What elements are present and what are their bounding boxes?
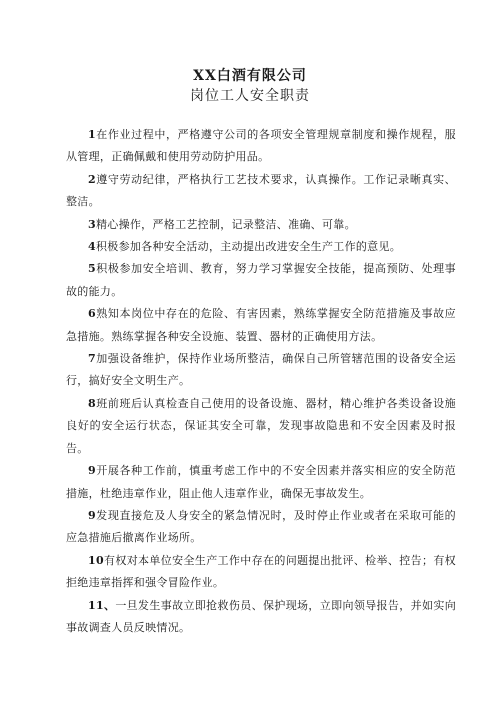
- list-item: [66, 348, 456, 393]
- company-name: XX白酒有限公司: [193, 68, 307, 84]
- item-number: 9: [88, 464, 96, 478]
- item-number: 3: [88, 217, 96, 231]
- item-number: 4: [88, 240, 96, 254]
- item-number: 10: [88, 553, 104, 567]
- item-number: 2: [88, 172, 96, 186]
- list-item: [66, 460, 456, 505]
- item-text: 班前班后认真检查自己使用的设备设施、器材，精心维护各类设备设施良好的安全运行状态，保证其安全可靠，发现事故隐患和不安全因素及时报告。: [66, 396, 456, 455]
- item-text: 发现直接危及人身安全的紧急情况时，及时停止作业或者在采取可能的应急措施后撤离作业场所。: [66, 508, 456, 545]
- title-block: [0, 66, 500, 106]
- item-number: 8: [88, 396, 96, 410]
- item-text: 积极参加各种安全活动，主动提出改进安全生产工作的意见。: [95, 240, 402, 254]
- item-number: 1: [88, 128, 96, 141]
- item-text: 开展各种工作前，慎重考虑工作中的不安全因素并落实相应的安全防范措施，杜绝违章作业，阻止他人违章作业，确保无事故发生。: [66, 464, 456, 500]
- item-number: 5: [88, 262, 96, 276]
- list-item: [66, 505, 456, 550]
- item-text: 精心操作，严格工艺控制，记录整洁、准确、可靠。: [95, 217, 356, 231]
- item-number: 11、: [88, 598, 116, 612]
- item-text: 有权对本单位安全生产工作中存在的问题提出批评、检举、控告；有权拒绝违章指挥和强令冒险作业。: [66, 553, 456, 590]
- item-text: 遵守劳动纪律，严格执行工艺技术要求，认真操作。工作记录晰真实、整洁。: [66, 172, 456, 209]
- item-number: 7: [88, 352, 96, 366]
- document-title: 岗位工人安全职责: [190, 88, 310, 104]
- list-item: [66, 550, 456, 595]
- item-text: 一旦发生事故立即抢救伤员、保护现场，立即向领导报告，并如实向事故调查人员反映情况。: [66, 598, 456, 634]
- list-item: [66, 393, 456, 460]
- responsibilities-list: [66, 124, 456, 639]
- list-item: [66, 236, 456, 258]
- item-text: 加强设备维护，保持作业场所整洁，确保自己所管辖范围的设备安全运行，搞好安全文明生产。: [66, 352, 456, 388]
- item-number: 9: [88, 508, 96, 522]
- item-text: 积极参加安全培训、教育，努力学习掌握安全技能，提高预防、处理事故的能力。: [66, 262, 456, 298]
- list-item: [66, 303, 456, 348]
- list-item: [66, 214, 456, 236]
- list-item: [66, 258, 456, 303]
- item-text: 在作业过程中，严格遵守公司的各项安全管理规章制度和操作规程，服从管理，正确佩戴和使用劳动防护用品。: [66, 128, 456, 164]
- item-text: 熟知本岗位中存在的危险、有害因素，熟练掌握安全防范措施及事故应急措施。熟练掌握各种安全设施、装置、器材的正确使用方法。: [66, 307, 456, 343]
- list-item: [66, 169, 456, 214]
- list-item: [66, 124, 456, 169]
- list-item: [66, 595, 456, 640]
- item-number: 6: [88, 307, 96, 321]
